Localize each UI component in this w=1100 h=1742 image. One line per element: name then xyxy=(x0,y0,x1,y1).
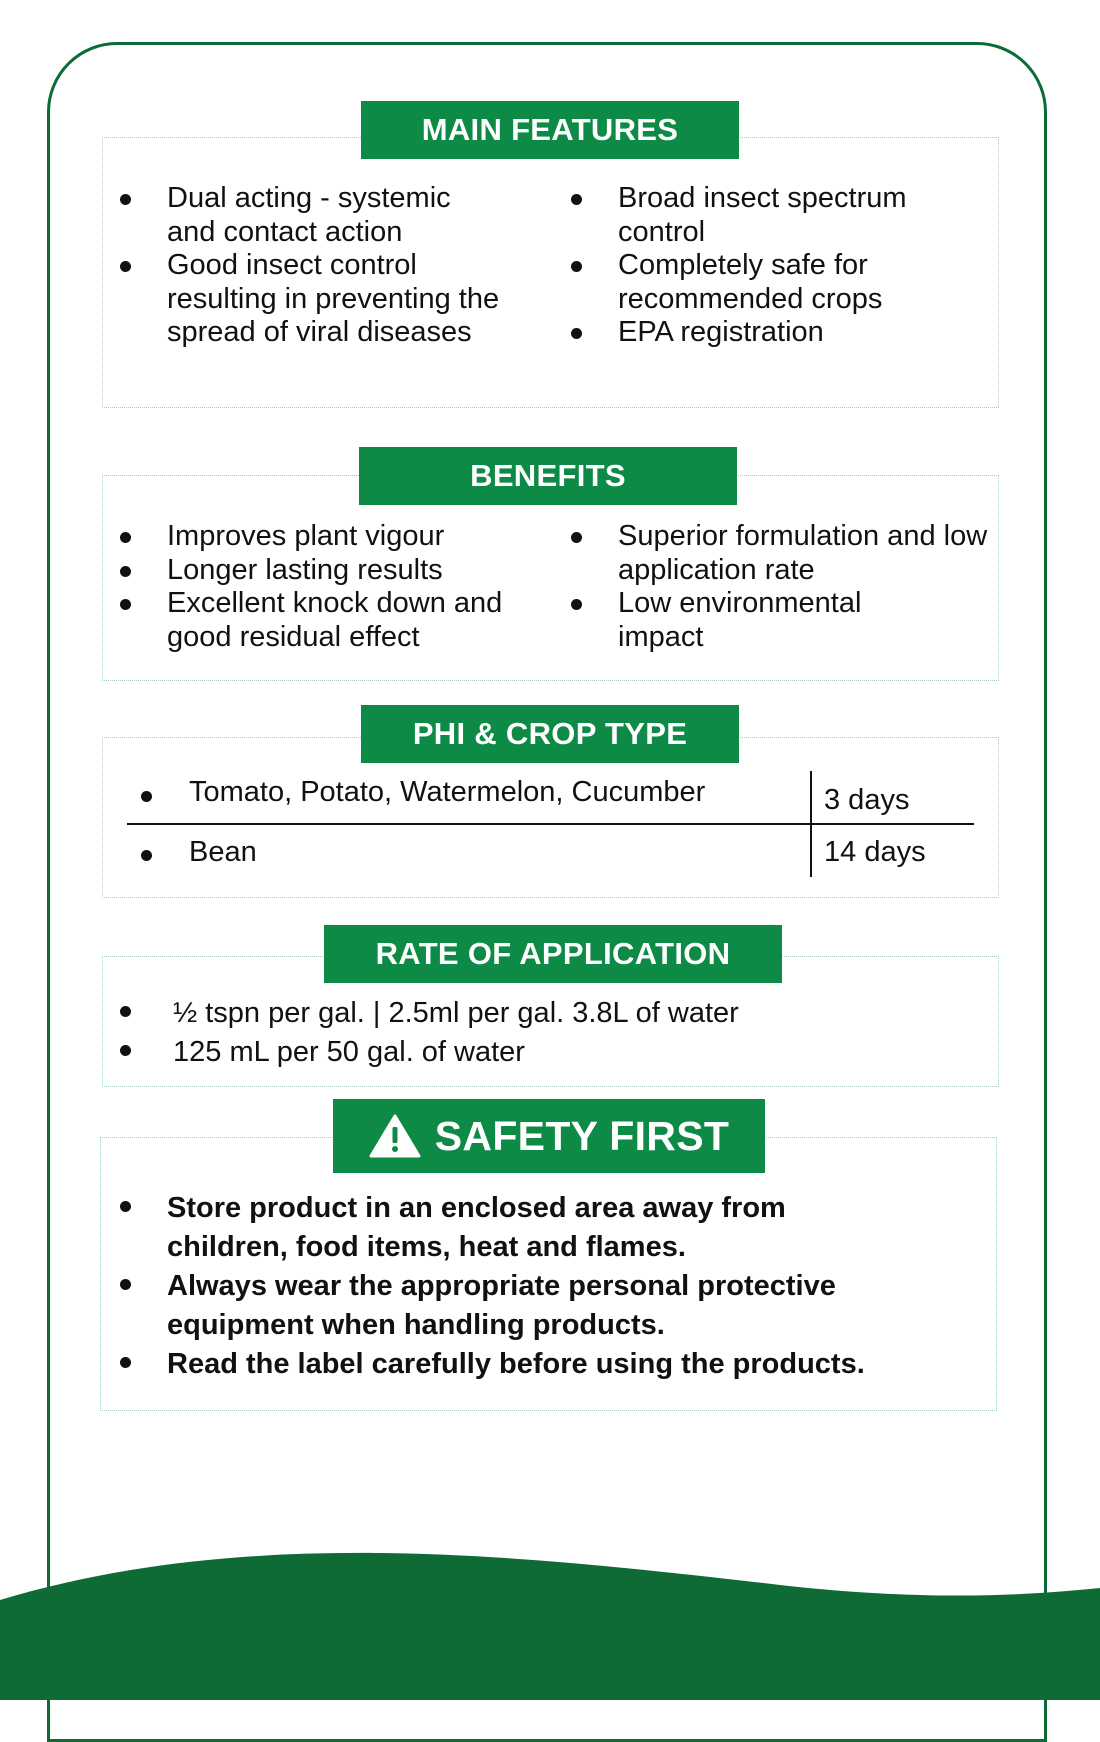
crop-cell: Tomato, Potato, Watermelon, Cucumber xyxy=(189,776,706,808)
list-item: Always wear the appropriate personal protective equipment when handling products. xyxy=(117,1267,887,1345)
list-item: Longer lasting results xyxy=(117,554,517,588)
safety-title: SAFETY FIRST xyxy=(434,1112,730,1159)
list-item: EPA registration xyxy=(568,316,948,350)
table-row-divider xyxy=(127,823,974,825)
benefits-left-column xyxy=(117,520,517,654)
list-item: Improves plant vigour xyxy=(117,520,517,554)
list-item: Read the label carefully before using the products. xyxy=(117,1345,927,1384)
safety-title-banner xyxy=(333,1099,765,1173)
rate-title: RATE OF APPLICATION xyxy=(324,925,782,983)
list-item: Completely safe for recommended crops xyxy=(568,249,948,316)
list-item: Broad insect spectrum control xyxy=(568,182,948,249)
list-item: Excellent knock down and good residual effect xyxy=(117,587,517,654)
main-features-right-column xyxy=(568,182,988,350)
benefits-title: BENEFITS xyxy=(359,447,737,505)
days-cell: 14 days xyxy=(824,836,926,868)
phi-title: PHI & CROP TYPE xyxy=(361,705,739,763)
safety-list xyxy=(117,1189,967,1384)
list-item: Superior formulation and low application rate xyxy=(568,520,998,587)
list-item: Good insect control resulting in preventing the spread of viral diseases xyxy=(117,249,507,350)
benefits-right-column xyxy=(568,520,988,654)
bullet xyxy=(141,791,152,802)
list-item: Dual acting - systemic and contact action xyxy=(117,182,507,249)
bottom-wave-decoration xyxy=(0,1530,1100,1700)
list-item: Low environmental impact xyxy=(568,587,918,654)
list-item: ½ tspn per gal. | 2.5ml per gal. 3.8L of water xyxy=(117,994,977,1033)
list-item: 125 mL per 50 gal. of water xyxy=(117,1033,977,1072)
rate-list xyxy=(117,994,977,1072)
crop-cell: Bean xyxy=(189,836,257,868)
days-cell: 3 days xyxy=(824,784,910,816)
warning-icon xyxy=(369,1114,421,1158)
table-column-divider xyxy=(810,771,812,877)
list-item: Store product in an enclosed area away from children, food items, heat and flames. xyxy=(117,1189,827,1267)
main-features-title: MAIN FEATURES xyxy=(361,101,739,159)
bullet xyxy=(141,850,152,861)
main-features-left-column xyxy=(117,182,517,350)
